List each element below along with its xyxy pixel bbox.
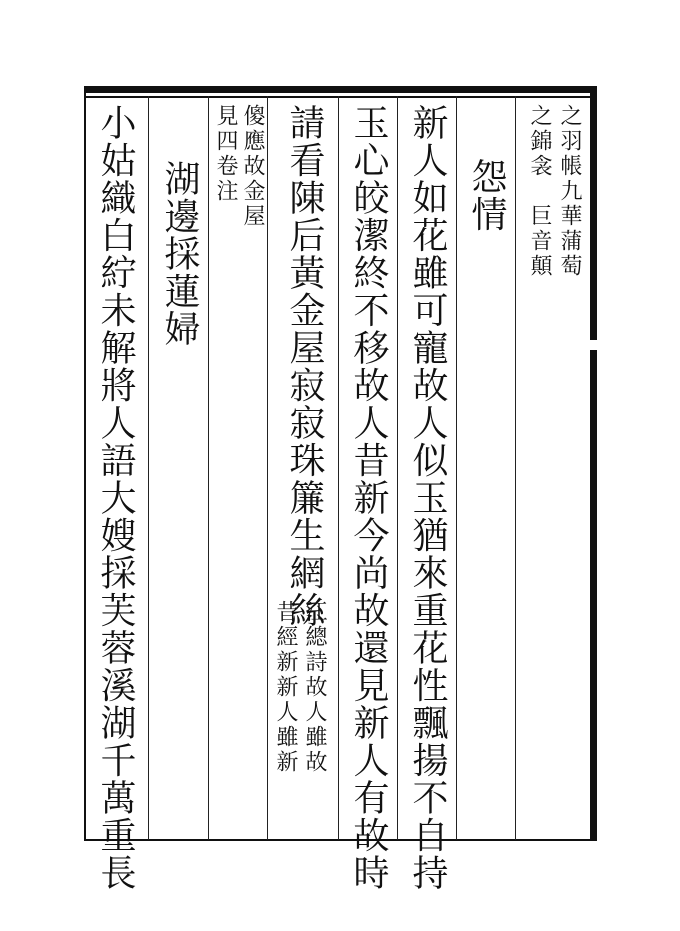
column-divider <box>456 96 457 840</box>
column-divider <box>338 96 339 840</box>
poem-line-3: 請看陳后黃金屋寂寂珠簾生網絲 <box>284 104 325 629</box>
column-divider <box>148 96 149 840</box>
poem-note-line-1: 江總詩故人雖故 <box>302 600 327 775</box>
frame-right <box>590 86 597 841</box>
poem-line-1: 新人如花雖可寵故人似玉猶來重花性飄揚不自持 <box>407 104 448 892</box>
annotation-line-4: 見四卷注 <box>213 104 238 204</box>
poem-line-2: 玉心皎潔終不移故人昔新今尚故還見新人有故時 <box>348 104 389 892</box>
frame-right-gap <box>590 340 597 350</box>
frame-left <box>84 86 86 841</box>
column-divider <box>267 96 268 840</box>
poem-title-2: 湖邊採蓮婦 <box>159 160 200 348</box>
column-divider <box>397 96 398 840</box>
poem-note-line-2: 昔經新新人雖新 <box>273 600 298 775</box>
annotation-line-3: 傻應故金屋 <box>240 104 265 229</box>
poem-line-4: 小姑織白紵未解將人語大嫂採芙蓉溪湖千萬重長 <box>95 104 136 892</box>
annotation-line-1: 之羽帳九華蒲萄 <box>557 104 582 279</box>
column-divider <box>208 96 209 840</box>
frame-top-thick <box>84 86 597 93</box>
poem-title: 怨情 <box>466 158 507 233</box>
annotation-line-2: 之錦衾 巨音顛 <box>527 104 552 279</box>
column-divider <box>515 96 516 840</box>
